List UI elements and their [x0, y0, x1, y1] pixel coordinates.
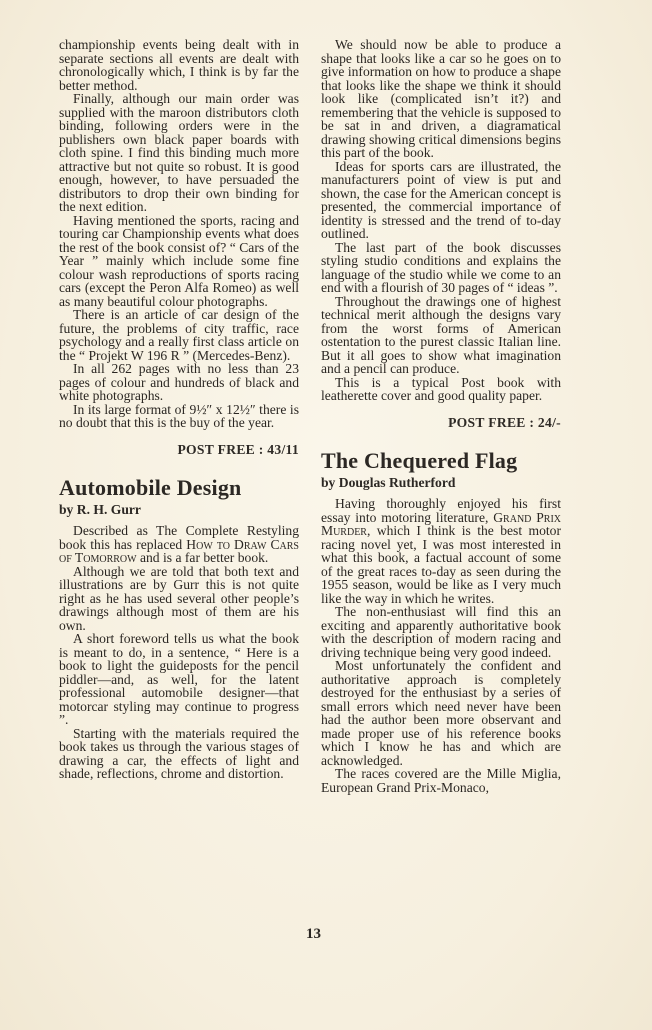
text-run: and is a far better book. — [136, 550, 269, 565]
paragraph — [59, 524, 299, 565]
review-title: Automobile Design — [59, 475, 242, 500]
text-run: Having thoroughly enjoyed his first essay into motoring literature, — [321, 496, 561, 525]
paragraph: In all 262 pages with no less than 23 pages of colour and hundreds of black and white photographs. — [59, 361, 299, 403]
paragraph: We should now be able to produce a shape that looks like a car so he goes on to give information on how to produce a shape that looks like the shape we think it should look like (complicated isn’t it?) and remembering that the vehicle is supposed to be sat in and driven, a diagramatical drawing showing critical dimensions begins this part of the book. — [321, 37, 561, 160]
paragraph: Ideas for sports cars are illustrated, the manufacturers point of view is put and shown, the case for the American concept is presented, the commercial importance of identity is stressed and the trend of to-day outlined. — [321, 158, 561, 241]
paragraph: In its large format of 9½″ x 12½″ there is no doubt that this is the buy of the year. — [59, 401, 299, 430]
paragraph: The non-enthusiast will find this an exciting and apparently authoritative book with the description of modern racing and driving technique being very good indeed. — [321, 604, 561, 660]
book-title-smallcaps: How to Draw Cars of Tomorrow — [59, 536, 299, 565]
review-byline: by R. H. Gurr — [59, 502, 141, 517]
paragraph: Most unfortunately the confident and authoritative approach is completely destroyed for the enthusiast by a series of small errors which need never have been had the author been more observant and made proper use of his reference books which I know he has and which are acknowledged. — [321, 658, 561, 768]
review-byline: by Douglas Rutherford — [321, 475, 456, 490]
price-label: POST FREE : 24/- — [448, 414, 561, 430]
paragraph: This is a typical Post book with leatherette cover and good quality paper. — [321, 374, 561, 403]
paragraph: Throughout the drawings one of highest technical merit although the designs vary from the worst forms of American ostentation to the purest classic Italian line. But it all goes to show what imagination and a pencil can produce. — [321, 293, 561, 376]
paragraph: The races covered are the Mille Miglia, European Grand Prix-Monaco, — [321, 766, 561, 795]
paragraph: championship events being dealt with in separate sections all events are dealt with chronologically which, I think is by far the better method. — [59, 37, 299, 93]
paragraph: Although we are told that both text and illustrations are by Gurr this is not quite right as he has used several other people’s drawings although most of them are his own. — [59, 563, 299, 633]
text-run: , which I think is the best motor racing novel yet, I was most interested in what this book, a factual account of some of the great races to-day as seen during the 1955 season, would be like as I very much like the way in which he writes. — [321, 523, 561, 606]
paragraph: There is an article of car design of the future, the problems of city traffic, race psychology and a really first class article on the “ Projekt W 196 R ” (Mercedes-Benz). — [59, 307, 299, 363]
book-title-smallcaps: Grand Prix Murder — [321, 509, 562, 538]
page-number: 13 — [306, 926, 321, 942]
paragraph: Finally, although our main order was supplied with the maroon distributors cloth binding, following orders were in the publishers own black paper boards with cloth spine. I find this binding much more attractive but not quite so robust. It is good enough, however, to have persuaded the distributors to drop their own binding for the next edition. — [59, 91, 299, 214]
paragraph: A short foreword tells us what the book is meant to do, in a sentence, “ Here is a book to light the guideposts for the pencil piddler—and, as well, for the latent professional automobile designer—that motorcar styling may continue to progress ”. — [59, 631, 299, 727]
right-column — [321, 38, 561, 794]
left-column — [59, 38, 299, 781]
paragraph: The last part of the book discusses styling studio conditions and explains the language of the studio while we come to an end with a flourish of 30 pages of “ ideas ”. — [321, 239, 561, 295]
paragraph — [321, 497, 561, 605]
price-label: POST FREE : 43/11 — [177, 441, 299, 457]
review-title: The Chequered Flag — [321, 448, 518, 473]
paragraph: Starting with the materials required the book takes us through the various stages of drawing a car, the effects of light and shade, reflections, chrome and distortion. — [59, 725, 299, 781]
text-run: Described as The Complete Restyling book this has replaced — [59, 523, 299, 552]
paragraph: Having mentioned the sports, racing and touring car Championship events what does the rest of the book consist of? “ Cars of the Year ” mainly which include some fine colour wash reproductions of sports racing cars (except the Peron Alfa Romeo) as well as many beautiful colour photographs. — [59, 212, 299, 309]
